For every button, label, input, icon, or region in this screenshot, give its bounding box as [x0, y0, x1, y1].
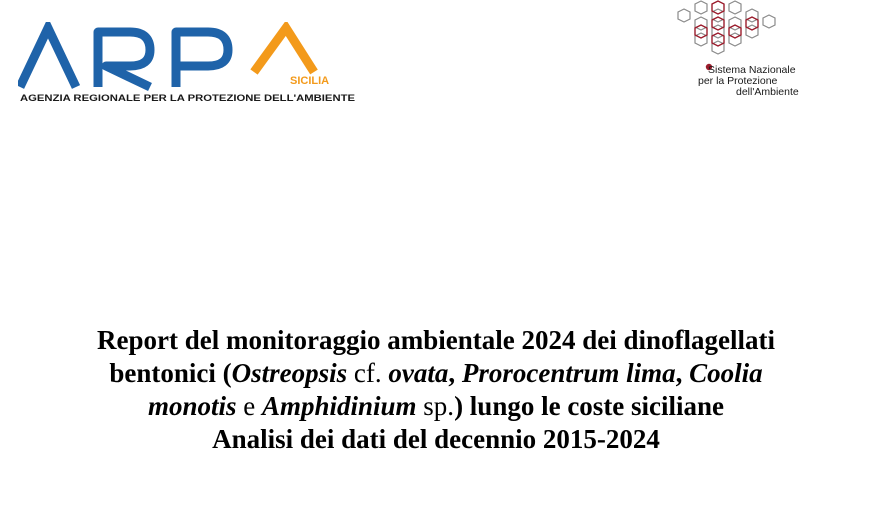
arpa-letter-p [176, 32, 228, 87]
title-seg: ) lungo le coste siciliane [454, 391, 725, 421]
species-name: ovata [388, 358, 449, 388]
arpa-region: SICILIA [290, 75, 330, 87]
title-line-1: Report del monitoraggio ambientale 2024 dei dinoflagellati [97, 325, 775, 355]
snpa-line-2: per la Protezione [698, 75, 778, 87]
title-line-4: Analisi dei dati del decennio 2015-2024 [212, 424, 660, 454]
snpa-line-1: Sistema Nazionale [708, 64, 796, 76]
title-seg: cf. [353, 358, 382, 388]
title-seg: sp. [423, 391, 455, 421]
arpa-letter-a1 [20, 28, 76, 87]
arpa-logo [18, 22, 363, 108]
species-name: monotis [147, 391, 237, 421]
species-name: Ostreopsis [231, 358, 348, 388]
title-seg: e [243, 391, 256, 421]
arpa-letter-r [98, 32, 150, 87]
title-seg: bentonici ( [109, 358, 232, 388]
arpa-letter-a2 [254, 28, 314, 72]
title-line-2 [0, 357, 872, 390]
species-name: Coolia [689, 358, 763, 388]
title-seg: , [448, 358, 462, 388]
title-line-3 [0, 390, 872, 423]
title-seg: , [675, 358, 690, 388]
report-title [0, 324, 872, 456]
species-name: Amphidinium [261, 391, 417, 421]
snpa-logo-text [698, 65, 858, 98]
snpa-line-3: dell'Ambiente [736, 86, 799, 98]
species-name: Prorocentrum lima [461, 358, 676, 388]
arpa-tagline: AGENZIA REGIONALE PER LA PROTEZIONE DELL'AMBIENTE [20, 93, 355, 104]
